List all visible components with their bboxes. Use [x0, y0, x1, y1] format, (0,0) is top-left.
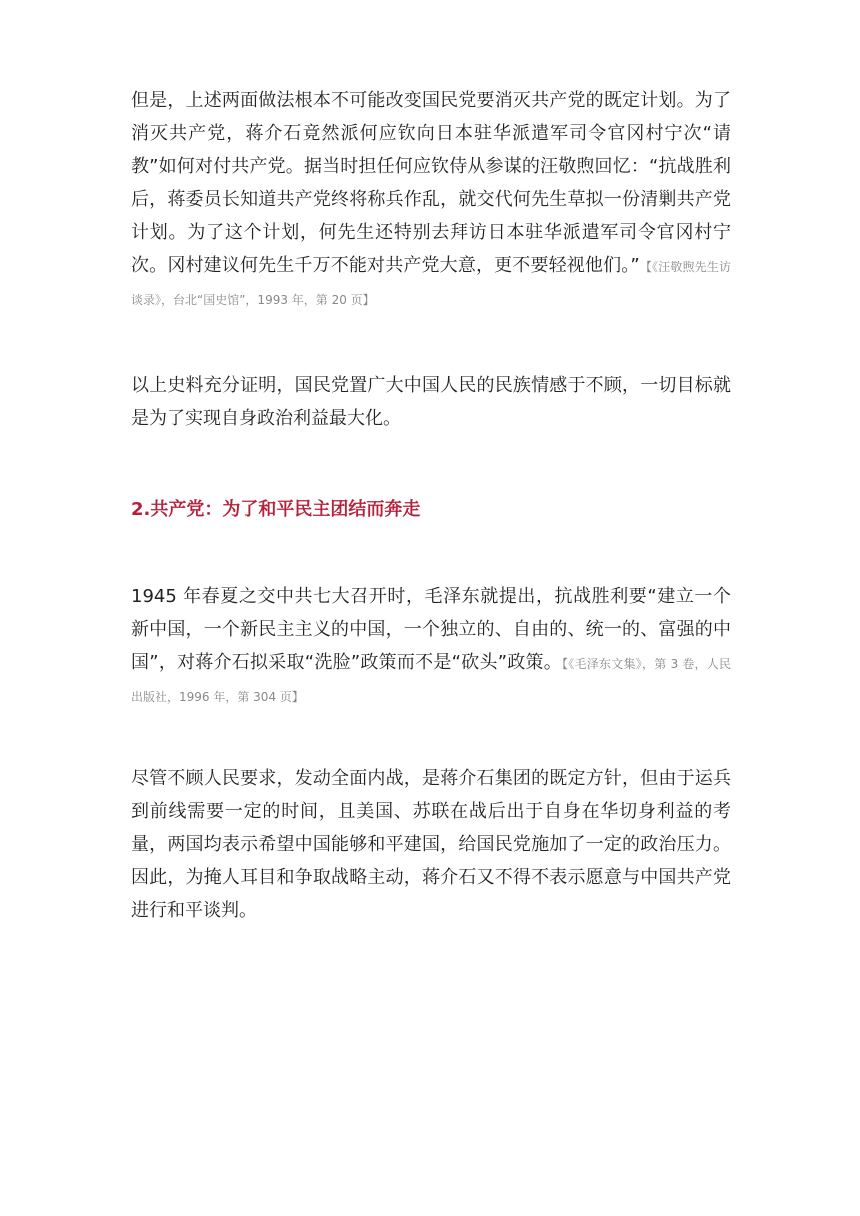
paragraph-1: [131, 84, 731, 315]
paragraph-2: [131, 369, 731, 435]
article-body: [131, 84, 731, 927]
paragraph-3-citation: 【《毛泽东文集》，第 3 卷，人民出版社，1996 年，第 304 页】: [131, 657, 732, 704]
paragraph-2-text: 以上史料充分证明，国民党置广大中国人民的民族情感于不顾，一切目标就是为了实现自身政治利益最大化。: [131, 375, 731, 429]
paragraph-3: [131, 580, 731, 712]
paragraph-3-text: 1945 年春夏之交中共七大召开时，毛泽东就提出，抗战胜利要“建立一个新中国，一个新民主主义的中国，一个独立的、自由的、统一的、富强的中国”，对蒋介石拟采取“洗脸”政策而不是“砍头”政策。: [131, 586, 731, 673]
paragraph-4-text: 尽管不顾人民要求，发动全面内战，是蒋介石集团的既定方针，但由于运兵到前线需要一定的时间，且美国、苏联在战后出于自身在华切身利益的考量，两国均表示希望中国能够和平建国，给国民党施加了一定的政治压力。因此，为掩人耳目和争取战略主动，蒋介石又不得不表示愿意与中国共产党进行和平谈判。: [131, 768, 731, 921]
paragraph-1-text: 但是，上述两面做法根本不可能改变国民党要消灭共产党的既定计划。为了消灭共产党，蒋介石竟然派何应钦向日本驻华派遣军司令官冈村宁次“请教”如何对付共产党。据当时担任何应钦侍从参谋的汪敬煦回忆：“抗战胜利后，蒋委员长知道共产党终将称兵作乱，就交代何先生草拟一份清剿共产党计划。为了这个计划，何先生还特别去拜访日本驻华派遣军司令官冈村宁次。冈村建议何先生千万不能对共产党大意，更不要轻视他们。”: [131, 90, 731, 276]
paragraph-1-citation: 【《汪敬煦先生访谈录》，台北“国史馆”，1993 年，第 20 页】: [131, 260, 731, 307]
section-heading: 2.共产党：为了和平民主团结而奔走: [131, 499, 421, 520]
paragraph-4: [131, 762, 731, 927]
